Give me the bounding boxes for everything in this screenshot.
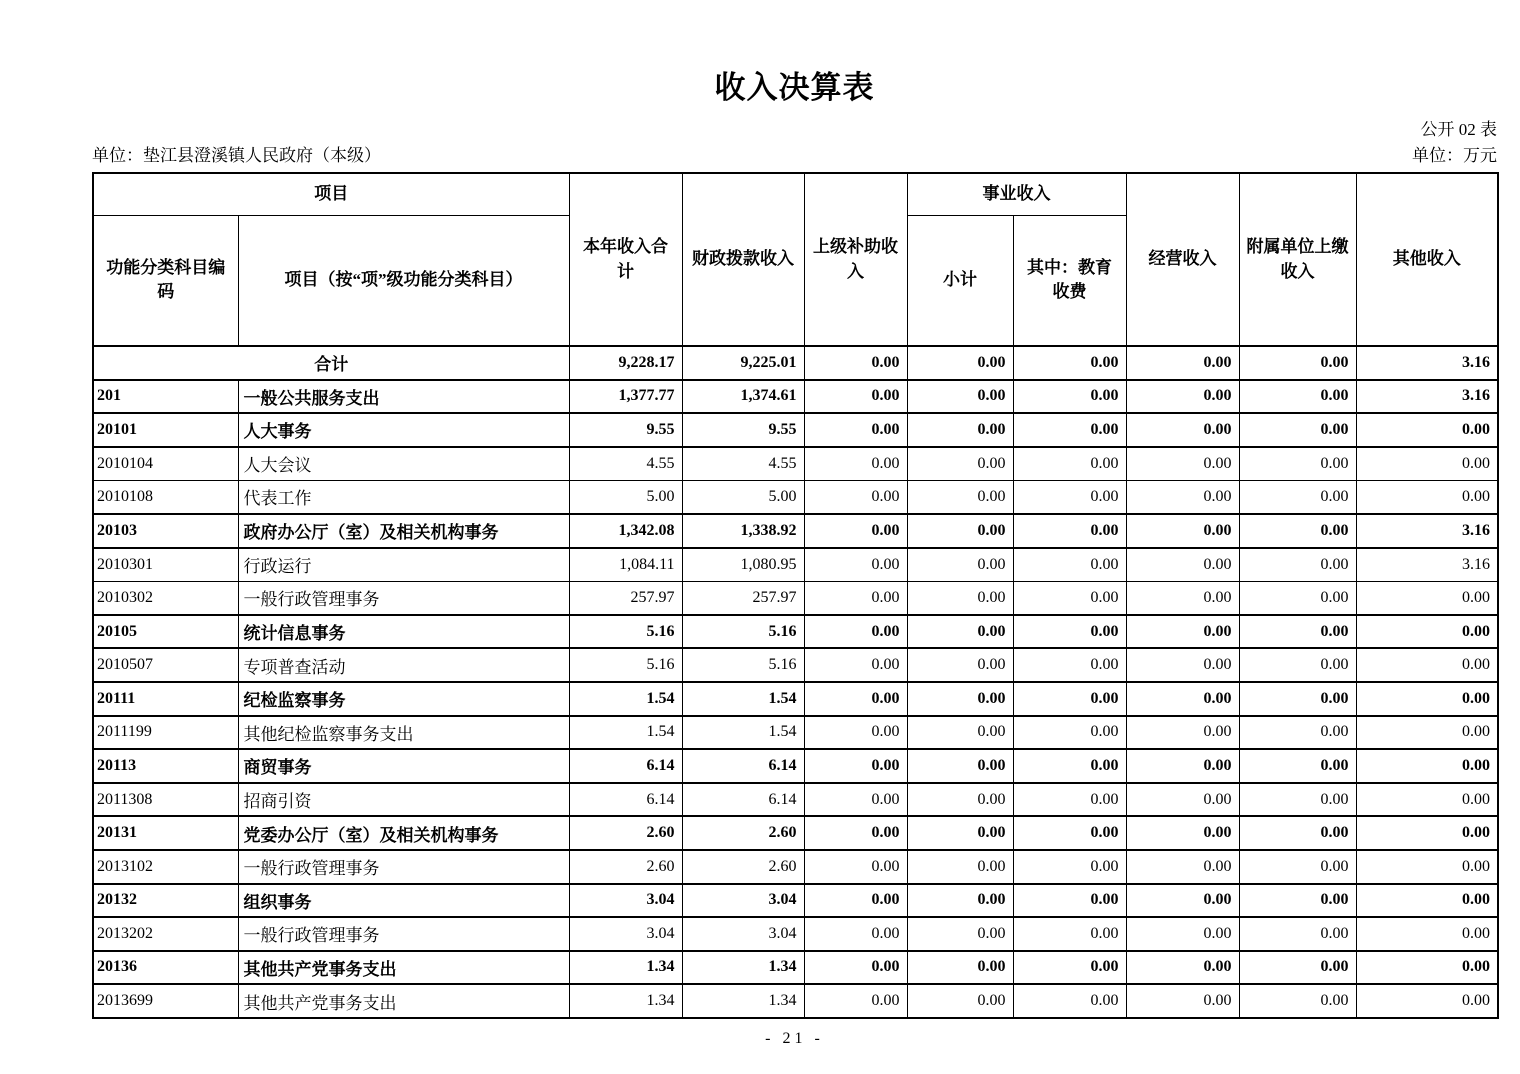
row-value-cell: 3.04 xyxy=(682,917,804,951)
header-operating-income: 经营收入 xyxy=(1126,173,1239,346)
row-value-cell: 0.00 xyxy=(1013,984,1126,1018)
row-value-cell: 0.00 xyxy=(1013,917,1126,951)
row-value-cell: 1.54 xyxy=(682,682,804,716)
row-value-cell: 3.16 xyxy=(1356,514,1498,548)
header-affiliated-remittance: 附属单位上缴收入 xyxy=(1239,173,1356,346)
row-value-cell: 0.00 xyxy=(1356,413,1498,447)
row-function-code-cell: 2013699 xyxy=(93,984,238,1018)
row-item-name-cell: 一般行政管理事务 xyxy=(238,917,569,951)
table-row xyxy=(93,816,1498,850)
row-value-cell: 5.16 xyxy=(569,648,682,682)
row-value-cell: 1.54 xyxy=(682,716,804,750)
form-code-label: 公开 02 表 xyxy=(1420,120,1497,139)
row-value-cell: 0.00 xyxy=(907,749,1013,783)
row-value-cell: 0.00 xyxy=(1126,648,1239,682)
row-value-cell: 0.00 xyxy=(1013,951,1126,985)
row-value-cell: 0.00 xyxy=(1356,615,1498,649)
row-value-cell: 4.55 xyxy=(569,447,682,481)
row-value-cell: 0.00 xyxy=(1013,615,1126,649)
row-function-code-cell: 2011199 xyxy=(93,716,238,750)
row-value-cell: 0.00 xyxy=(1126,480,1239,514)
row-value-cell: 0.00 xyxy=(1013,749,1126,783)
row-item-name-cell: 组织事务 xyxy=(238,884,569,918)
row-value-cell: 0.00 xyxy=(1013,447,1126,481)
table-row xyxy=(93,514,1498,548)
row-item-name-cell: 政府办公厅（室）及相关机构事务 xyxy=(238,514,569,548)
row-value-cell: 0.00 xyxy=(1126,783,1239,817)
row-item-name-cell: 行政运行 xyxy=(238,548,569,582)
header-business-subtotal: 小计 xyxy=(907,215,1013,346)
row-value-cell: 0.00 xyxy=(1126,682,1239,716)
row-value-cell: 0.00 xyxy=(804,581,907,615)
row-value-cell: 0.00 xyxy=(1013,514,1126,548)
table-row xyxy=(93,346,1498,380)
row-value-cell: 2.60 xyxy=(682,816,804,850)
row-value-cell: 5.16 xyxy=(682,615,804,649)
row-function-code-cell: 20101 xyxy=(93,413,238,447)
table-row xyxy=(93,615,1498,649)
row-value-cell: 0.00 xyxy=(1126,850,1239,884)
row-value-cell: 0.00 xyxy=(804,716,907,750)
row-function-code-cell: 2010507 xyxy=(93,648,238,682)
row-value-cell: 0.00 xyxy=(804,682,907,716)
table-row xyxy=(93,581,1498,615)
row-function-code-cell: 20132 xyxy=(93,884,238,918)
row-function-code-cell: 2010104 xyxy=(93,447,238,481)
table-row xyxy=(93,480,1498,514)
header-project-group: 项目 xyxy=(93,173,569,215)
header-annual-total: 本年收入合计 xyxy=(569,173,682,346)
row-value-cell: 0.00 xyxy=(1239,648,1356,682)
row-value-cell: 0.00 xyxy=(907,548,1013,582)
row-value-cell: 257.97 xyxy=(569,581,682,615)
row-value-cell: 0.00 xyxy=(1239,783,1356,817)
row-value-cell: 0.00 xyxy=(907,917,1013,951)
row-value-cell: 5.16 xyxy=(682,648,804,682)
row-function-code-cell: 2010108 xyxy=(93,480,238,514)
row-value-cell: 0.00 xyxy=(1013,581,1126,615)
table-row xyxy=(93,648,1498,682)
row-value-cell: 0.00 xyxy=(1356,447,1498,481)
row-function-code-cell: 2010301 xyxy=(93,548,238,582)
row-function-code-cell: 2011308 xyxy=(93,783,238,817)
row-value-cell: 0.00 xyxy=(1356,682,1498,716)
row-value-cell: 0.00 xyxy=(804,951,907,985)
row-value-cell: 0.00 xyxy=(1239,413,1356,447)
row-value-cell: 0.00 xyxy=(907,480,1013,514)
row-value-cell: 0.00 xyxy=(1356,951,1498,985)
row-value-cell: 0.00 xyxy=(1126,884,1239,918)
row-value-cell: 0.00 xyxy=(1013,716,1126,750)
header-item-name: 项目（按“项”级功能分类科目） xyxy=(238,215,569,346)
row-value-cell: 6.14 xyxy=(569,783,682,817)
row-value-cell: 0.00 xyxy=(1126,984,1239,1018)
row-value-cell: 0.00 xyxy=(804,749,907,783)
row-value-cell: 2.60 xyxy=(569,816,682,850)
row-item-name-cell: 专项普查活动 xyxy=(238,648,569,682)
row-value-cell: 3.04 xyxy=(569,917,682,951)
row-item-name-cell: 人大事务 xyxy=(238,413,569,447)
table-header xyxy=(93,173,1498,346)
table-row xyxy=(93,884,1498,918)
row-value-cell: 0.00 xyxy=(907,380,1013,414)
header-education-fees: 其中：教育收费 xyxy=(1013,215,1126,346)
row-value-cell: 0.00 xyxy=(907,514,1013,548)
row-value-cell: 0.00 xyxy=(1356,716,1498,750)
page-number: - 21 - xyxy=(765,1030,824,1047)
row-value-cell: 0.00 xyxy=(1126,380,1239,414)
row-value-cell: 0.00 xyxy=(804,514,907,548)
row-value-cell: 0.00 xyxy=(804,615,907,649)
table-row xyxy=(93,783,1498,817)
row-value-cell: 1.34 xyxy=(569,984,682,1018)
row-value-cell: 0.00 xyxy=(804,816,907,850)
row-value-cell: 0.00 xyxy=(1239,380,1356,414)
header-fiscal-appropriation: 财政拨款收入 xyxy=(682,173,804,346)
page-title: 收入决算表 xyxy=(714,70,875,105)
row-value-cell: 0.00 xyxy=(1126,749,1239,783)
row-value-cell: 0.00 xyxy=(907,648,1013,682)
row-value-cell: 0.00 xyxy=(1126,917,1239,951)
row-value-cell: 5.00 xyxy=(682,480,804,514)
row-value-cell: 0.00 xyxy=(804,346,907,380)
table-row xyxy=(93,951,1498,985)
row-value-cell: 0.00 xyxy=(1126,346,1239,380)
row-value-cell: 3.04 xyxy=(569,884,682,918)
reporting-unit-label: 单位：垫江县澄溪镇人民政府（本级） xyxy=(92,146,381,165)
header-other-income: 其他收入 xyxy=(1356,173,1498,346)
row-function-code-cell: 20113 xyxy=(93,749,238,783)
row-value-cell: 6.14 xyxy=(682,749,804,783)
row-value-cell: 1.34 xyxy=(682,951,804,985)
row-value-cell: 0.00 xyxy=(1013,682,1126,716)
row-value-cell: 0.00 xyxy=(1239,480,1356,514)
row-item-name-cell: 招商引资 xyxy=(238,783,569,817)
row-value-cell: 0.00 xyxy=(1013,480,1126,514)
row-value-cell: 0.00 xyxy=(804,413,907,447)
header-business-income-group: 事业收入 xyxy=(907,173,1126,215)
row-value-cell: 0.00 xyxy=(1356,816,1498,850)
row-value-cell: 0.00 xyxy=(1239,514,1356,548)
row-value-cell: 5.00 xyxy=(569,480,682,514)
row-value-cell: 5.16 xyxy=(569,615,682,649)
row-value-cell: 0.00 xyxy=(907,951,1013,985)
row-value-cell: 4.55 xyxy=(682,447,804,481)
row-value-cell: 0.00 xyxy=(804,984,907,1018)
row-value-cell: 1.54 xyxy=(569,716,682,750)
row-value-cell: 0.00 xyxy=(1356,850,1498,884)
row-value-cell: 0.00 xyxy=(1239,548,1356,582)
row-value-cell: 0.00 xyxy=(1126,581,1239,615)
row-value-cell: 0.00 xyxy=(907,816,1013,850)
row-value-cell: 0.00 xyxy=(1013,884,1126,918)
row-item-name-cell: 党委办公厅（室）及相关机构事务 xyxy=(238,816,569,850)
row-value-cell: 0.00 xyxy=(1239,581,1356,615)
row-value-cell: 0.00 xyxy=(1239,682,1356,716)
row-item-name-cell: 人大会议 xyxy=(238,447,569,481)
row-item-name-cell: 一般公共服务支出 xyxy=(238,380,569,414)
row-value-cell: 0.00 xyxy=(1126,413,1239,447)
row-value-cell: 0.00 xyxy=(1126,816,1239,850)
row-value-cell: 0.00 xyxy=(1013,783,1126,817)
row-value-cell: 0.00 xyxy=(1013,548,1126,582)
row-item-name-cell: 代表工作 xyxy=(238,480,569,514)
row-value-cell: 0.00 xyxy=(907,581,1013,615)
row-function-code-cell: 20136 xyxy=(93,951,238,985)
table-row xyxy=(93,850,1498,884)
unit-line xyxy=(92,141,1497,166)
row-value-cell: 0.00 xyxy=(1013,816,1126,850)
row-value-cell: 0.00 xyxy=(1239,749,1356,783)
row-item-name-cell: 商贸事务 xyxy=(238,749,569,783)
row-item-name-cell: 一般行政管理事务 xyxy=(238,850,569,884)
row-value-cell: 0.00 xyxy=(1239,346,1356,380)
row-function-code-cell: 201 xyxy=(93,380,238,414)
row-value-cell: 1,374.61 xyxy=(682,380,804,414)
row-item-name-cell: 一般行政管理事务 xyxy=(238,581,569,615)
currency-unit-label: 单位：万元 xyxy=(1412,146,1497,165)
row-value-cell: 0.00 xyxy=(1126,951,1239,985)
table-row xyxy=(93,548,1498,582)
row-item-name-cell: 其他共产党事务支出 xyxy=(238,951,569,985)
row-value-cell: 0.00 xyxy=(907,984,1013,1018)
row-value-cell: 3.16 xyxy=(1356,346,1498,380)
row-value-cell: 0.00 xyxy=(907,447,1013,481)
row-value-cell: 0.00 xyxy=(1013,850,1126,884)
row-function-code-cell: 2013202 xyxy=(93,917,238,951)
row-value-cell: 0.00 xyxy=(1013,413,1126,447)
row-value-cell: 0.00 xyxy=(1013,346,1126,380)
row-value-cell: 0.00 xyxy=(1239,917,1356,951)
row-value-cell: 0.00 xyxy=(907,716,1013,750)
row-value-cell: 0.00 xyxy=(1356,884,1498,918)
row-value-cell: 2.60 xyxy=(569,850,682,884)
row-value-cell: 0.00 xyxy=(1126,447,1239,481)
row-item-name-cell: 其他共产党事务支出 xyxy=(238,984,569,1018)
row-value-cell: 0.00 xyxy=(1239,816,1356,850)
row-value-cell: 0.00 xyxy=(907,850,1013,884)
row-value-cell: 3.04 xyxy=(682,884,804,918)
row-value-cell: 0.00 xyxy=(907,783,1013,817)
row-total-title-cell: 合计 xyxy=(93,346,569,380)
row-function-code-cell: 20131 xyxy=(93,816,238,850)
row-value-cell: 0.00 xyxy=(1239,984,1356,1018)
row-value-cell: 0.00 xyxy=(804,884,907,918)
row-value-cell: 1,377.77 xyxy=(569,380,682,414)
row-value-cell: 0.00 xyxy=(907,413,1013,447)
row-value-cell: 1,338.92 xyxy=(682,514,804,548)
row-value-cell: 9,225.01 xyxy=(682,346,804,380)
row-value-cell: 0.00 xyxy=(1239,884,1356,918)
table-row xyxy=(93,917,1498,951)
row-function-code-cell: 20103 xyxy=(93,514,238,548)
table-row xyxy=(93,380,1498,414)
row-value-cell: 0.00 xyxy=(1239,447,1356,481)
row-value-cell: 0.00 xyxy=(1126,615,1239,649)
row-value-cell: 3.16 xyxy=(1356,548,1498,582)
table-row xyxy=(93,716,1498,750)
row-value-cell: 0.00 xyxy=(804,548,907,582)
table-row xyxy=(93,749,1498,783)
row-value-cell: 0.00 xyxy=(804,917,907,951)
row-value-cell: 0.00 xyxy=(1126,548,1239,582)
table-row xyxy=(93,984,1498,1018)
row-value-cell: 0.00 xyxy=(1239,615,1356,649)
row-value-cell: 1.34 xyxy=(569,951,682,985)
row-value-cell: 0.00 xyxy=(804,380,907,414)
row-value-cell: 0.00 xyxy=(907,884,1013,918)
row-value-cell: 0.00 xyxy=(1013,380,1126,414)
header-superior-subsidy: 上级补助收入 xyxy=(804,173,907,346)
row-value-cell: 9,228.17 xyxy=(569,346,682,380)
row-function-code-cell: 20105 xyxy=(93,615,238,649)
row-value-cell: 0.00 xyxy=(804,850,907,884)
row-value-cell: 3.16 xyxy=(1356,380,1498,414)
row-value-cell: 2.60 xyxy=(682,850,804,884)
table-row xyxy=(93,682,1498,716)
row-value-cell: 0.00 xyxy=(1239,951,1356,985)
row-value-cell: 0.00 xyxy=(804,447,907,481)
row-value-cell: 6.14 xyxy=(682,783,804,817)
row-value-cell: 1,342.08 xyxy=(569,514,682,548)
row-value-cell: 0.00 xyxy=(804,480,907,514)
row-value-cell: 0.00 xyxy=(1356,749,1498,783)
table-row xyxy=(93,413,1498,447)
row-value-cell: 0.00 xyxy=(1239,716,1356,750)
row-value-cell: 0.00 xyxy=(1356,984,1498,1018)
row-value-cell: 1.54 xyxy=(569,682,682,716)
row-value-cell: 0.00 xyxy=(1356,480,1498,514)
table-body xyxy=(93,346,1498,1018)
row-value-cell: 0.00 xyxy=(1013,648,1126,682)
row-value-cell: 1.34 xyxy=(682,984,804,1018)
row-value-cell: 0.00 xyxy=(1126,716,1239,750)
row-value-cell: 1,080.95 xyxy=(682,548,804,582)
row-value-cell: 0.00 xyxy=(907,682,1013,716)
row-value-cell: 1,084.11 xyxy=(569,548,682,582)
row-value-cell: 0.00 xyxy=(804,783,907,817)
row-item-name-cell: 统计信息事务 xyxy=(238,615,569,649)
row-value-cell: 0.00 xyxy=(907,615,1013,649)
row-value-cell: 9.55 xyxy=(682,413,804,447)
row-value-cell: 0.00 xyxy=(1356,783,1498,817)
row-value-cell: 257.97 xyxy=(682,581,804,615)
row-value-cell: 0.00 xyxy=(1239,850,1356,884)
row-value-cell: 0.00 xyxy=(907,346,1013,380)
row-value-cell: 0.00 xyxy=(804,648,907,682)
row-function-code-cell: 20111 xyxy=(93,682,238,716)
row-function-code-cell: 2013102 xyxy=(93,850,238,884)
header-function-code: 功能分类科目编码 xyxy=(93,215,238,346)
row-value-cell: 0.00 xyxy=(1356,581,1498,615)
row-value-cell: 0.00 xyxy=(1356,917,1498,951)
row-value-cell: 9.55 xyxy=(569,413,682,447)
row-value-cell: 0.00 xyxy=(1356,648,1498,682)
row-value-cell: 6.14 xyxy=(569,749,682,783)
row-function-code-cell: 2010302 xyxy=(93,581,238,615)
table-row xyxy=(93,447,1498,481)
row-item-name-cell: 纪检监察事务 xyxy=(238,682,569,716)
row-item-name-cell: 其他纪检监察事务支出 xyxy=(238,716,569,750)
revenue-final-accounts-table xyxy=(92,172,1499,1019)
row-value-cell: 0.00 xyxy=(1126,514,1239,548)
